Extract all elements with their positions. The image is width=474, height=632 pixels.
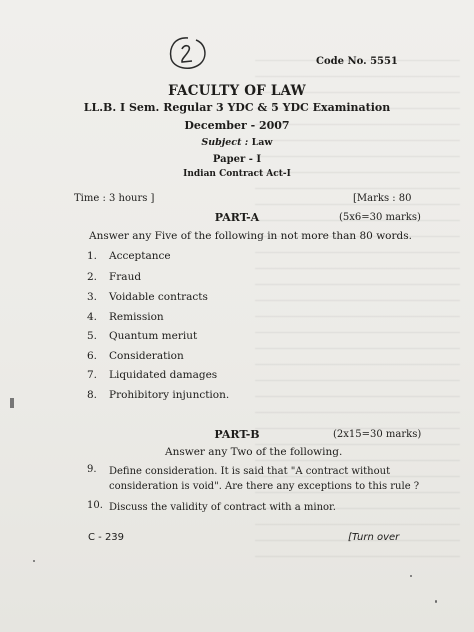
code-number: Code No. 5551 (316, 56, 398, 67)
part-a-instruction: Answer any Five of the following in not more than 80 words. (89, 230, 412, 242)
question-number: 5. (87, 330, 98, 342)
question-text: Voidable contracts (109, 291, 208, 303)
question-number: 6. (87, 350, 98, 362)
scan-speck (435, 600, 437, 603)
part-b-title: PART-B (214, 428, 260, 441)
question-text: Consideration (109, 350, 184, 362)
question-number: 1. (87, 250, 98, 262)
question-text: Liquidated damages (109, 369, 218, 381)
handwritten-circle-mark (166, 34, 210, 74)
course-title: Indian Contract Act-I (183, 169, 291, 179)
subject-label: Subject : (201, 137, 249, 148)
question-text: Quantum meriut (109, 330, 198, 342)
part-a-title: PART-A (214, 211, 260, 224)
footer-paper-code: C - 239 (88, 532, 125, 543)
part-b-marks: (2x15=30 marks) (333, 429, 422, 440)
question-text: Define consideration. It is said that "A contract without consideration is void". Are there any exceptions to this rule ? (109, 466, 420, 492)
scan-speck (410, 575, 412, 577)
part-a-marks: (5x6=30 marks) (339, 212, 421, 223)
faculty-title: FACULTY OF LAW (168, 83, 306, 99)
question-number: 3. (87, 291, 98, 303)
question-text: Prohibitory injunction. (109, 389, 230, 401)
scan-edge-mark (10, 398, 14, 408)
question-number: 7. (87, 369, 98, 381)
question-number: 9. (87, 464, 97, 475)
paper-number: Paper - I (212, 154, 262, 165)
total-marks: [Marks : 80 (353, 193, 412, 204)
question-text: Discuss the validity of contract with a minor. (109, 502, 336, 513)
exam-title: LL.B. I Sem. Regular 3 YDC & 5 YDC Examination (83, 101, 391, 114)
question-text: Acceptance (109, 250, 171, 262)
question-text: Remission (109, 311, 164, 323)
subject-value: Law (251, 137, 273, 148)
turn-over-note: [Turn over (348, 532, 400, 543)
subject-line (0, 137, 474, 148)
question-number: 8. (87, 389, 98, 401)
question-number: 2. (87, 271, 98, 283)
exam-date: December - 2007 (184, 119, 290, 132)
part-b-instruction: Answer any Two of the following. (165, 446, 343, 458)
question-number: 4. (87, 311, 98, 323)
time-allowed: Time : 3 hours ] (74, 193, 155, 204)
scan-speck (33, 560, 35, 562)
question-number: 10. (87, 500, 103, 511)
question-text: Fraud (109, 271, 142, 283)
